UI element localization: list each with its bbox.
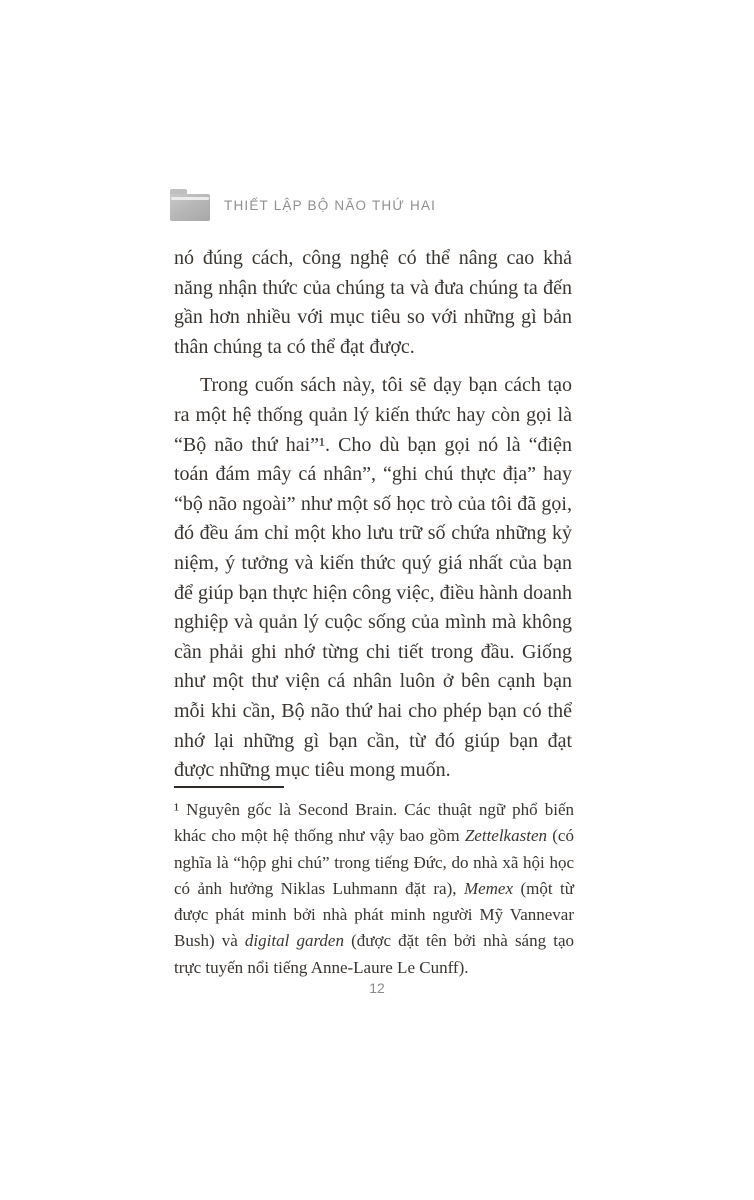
running-head xyxy=(170,189,436,221)
footnote-block xyxy=(174,786,574,981)
paragraph-2: Trong cuốn sách này, tôi sẽ dạy bạn cách tạo ra một hệ thống quản lý kiến thức hay còn gọi là “Bộ não thứ hai”¹. Cho dù bạn gọi nó là “điện toán đám mây cá nhân”, “ghi chú thực địa” hay “bộ não ngoài” như một số học trò của tôi đã gọi, đó đều ám chỉ một kho lưu trữ số chứa những kỷ niệm, ý tưởng và kiến thức quý giá nhất của bạn để giúp bạn thực hiện công việc, điều hành doanh nghiệp và quản lý cuộc sống của mình mà không cần phải ghi nhớ từng chi tiết trong đầu. Giống như một thư viện cá nhân luôn ở bên cạnh bạn mỗi khi cần, Bộ não thứ hai cho phép bạn có thể nhớ lại những gì bạn cần, từ đó giúp bạn đạt được những mục tiêu mong muốn. xyxy=(174,374,572,782)
folder-icon-highlight xyxy=(171,197,209,200)
footnote-separator xyxy=(174,786,284,788)
body-text xyxy=(174,244,572,786)
paragraph-1: nó đúng cách, công nghệ có thể nâng cao khả năng nhận thức của chúng ta và đưa chúng ta đến gần hơn nhiều với mục tiêu so với những gì bản thân chúng ta có thể đạt được. xyxy=(174,247,572,358)
running-head-title: THIẾT LẬP BỘ NÃO THỨ HAI xyxy=(224,197,437,213)
page-number: 12 xyxy=(369,980,385,996)
folder-icon xyxy=(170,189,210,221)
footnote: ¹ Nguyên gốc là Second Brain. Các thuật ngữ phổ biến khác cho một hệ thống như vậy bao gồm Zettelkasten (có nghĩa là “hộp ghi chú” trong tiếng Đức, do nhà xã hội học có ảnh hưởng Niklas Luhmann đặt ra), Memex (một từ được phát minh bởi nhà phát minh người Mỹ Vannevar Bush) và digital garden (được đặt tên bởi nhà sáng tạo trực tuyến nổi tiếng Anne-Laure Le Cunff). xyxy=(174,800,574,977)
